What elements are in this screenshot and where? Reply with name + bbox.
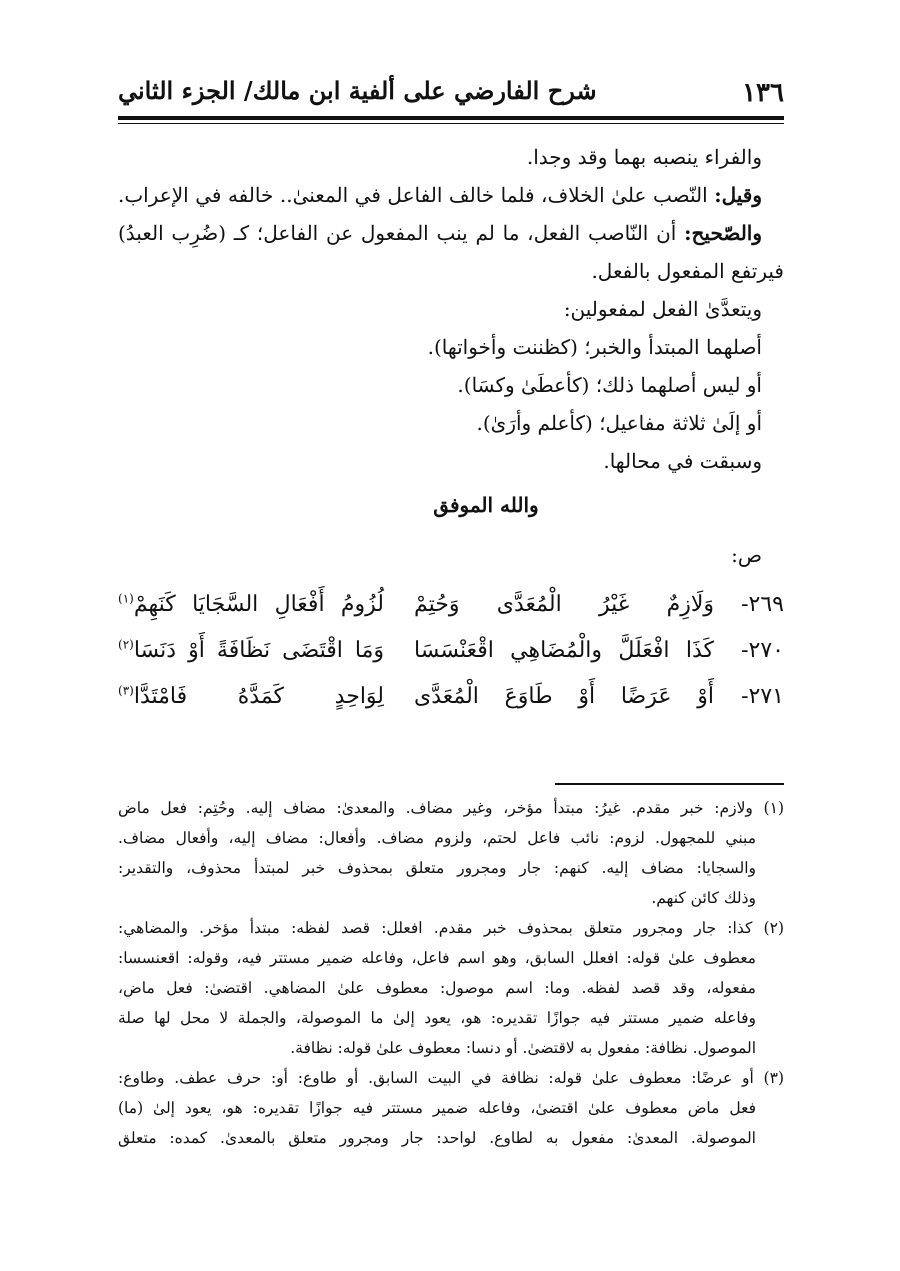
text-line [118,176,784,214]
verse-text: لُزُومُ أَفْعَالِ السَّجَايَا كَنَهِمْ [133,592,384,617]
text-line: وسبقت في محالها. [603,449,762,473]
footnotes [118,793,784,1153]
page-header [118,70,784,114]
verse-line [118,628,784,674]
verse-line [118,582,784,628]
verse-text: وَمَا اقْتَضَى نَظَافَةً أَوْ دَنَسَا [133,638,384,663]
footnote-line: (١) ولازم: خبر مقدم. غيرُ: مبتدأ مؤخر، وغير مضاف. والمعدىٰ: مضاف إليه. وحُتِم: فعل ماض [118,799,784,817]
verse-second-half [118,628,384,674]
main-text [118,138,784,720]
footnote-line: (٢) كذا: جار ومجرور متعلق بمحذوف خبر مقدم. افعلل: قصد لفظه: مبتدأ مؤخر. والمضاهي: [118,919,784,937]
verse-text: لِوَاحِدٍ كَمَدَّهُ فَامْتَدَّا [133,684,384,709]
text-line: أو ليس أصلهما ذلك؛ (كأعطَىٰ وكسَا). [457,373,762,397]
header-rule-thin [118,123,784,124]
term-bold: وقيل: [714,183,762,207]
text-line [118,214,784,252]
section-heading: والله الموفق [433,493,539,517]
verse-number: ٢٧١- [741,684,784,709]
footnote-ref: (٢) [118,637,134,652]
footnote-ref: (٣) [118,683,134,698]
footnote-line: والسجايا: مضاف إليه. كنهم: جار ومجرور متعلق بمحذوف خبر لمبتدأ محذوف، والتقدير: [118,859,756,877]
text-line: ويتعدَّىٰ الفعل لمفعولين: [563,297,762,321]
footnote-line: مفعوله، وقد قصد لفظه. وما: اسم موصول: معطوف علىٰ المضاهي. اقتضىٰ: فعل ماض، [118,979,756,997]
footnote-line: وذلك كائن كنهم. [651,889,756,907]
verse-first-half: وَلَازِمٌ غَيْرُ الْمُعَدَّى وَحُتِمْ [414,592,714,617]
text-line: ص: [731,543,762,567]
verse-second-half [118,674,384,720]
text-line: أو إلَىٰ ثلاثة مفاعيل؛ (كأعلم وأرَىٰ). [476,411,762,435]
term-bold: والصّحيح: [684,221,762,245]
footnote-line: فعل ماض معطوف علىٰ اقتضىٰ، وفاعله ضمير مستتر فيه جوازًا تقديره: هو، يعود إلىٰ (ما) [118,1099,756,1117]
footnote-separator [555,783,784,785]
header-rule-thick [118,116,784,120]
footnote-line: مبني للمجهول. لزوم: نائب فاعل لحتم، ولزوم مضاف. وأفعال: مضاف إليه، وأفعال مضاف. [118,829,756,847]
text-span: أن النّاصب الفعل، ما لم ينب المفعول عن الفاعل؛ كـ (ضُرِب العبدُ) [118,221,685,245]
poem-block [118,582,784,720]
page-number: ١٣٦ [742,78,784,108]
text-line: فيرتفع المفعول بالفعل. [591,259,784,283]
footnote-line: الموصولة. المعدىٰ: مفعول به لطاوع. لواحد: جار ومجرور متعلق بالمعدىٰ. كمده: متعلق [118,1129,756,1147]
footnote-line: معطوف علىٰ قوله: افعلل السابق، وهو اسم فاعل، وفاعله ضمير مستتر فيه، وقوله: اقعنسسا: [118,949,756,967]
verse-number: ٢٦٩- [741,592,784,617]
footnote-line: (٣) أو عرضًا: معطوف علىٰ قوله: نظافة في البيت السابق. أو طاوع: أو: حرف عطف. وطاوع: [118,1069,784,1087]
verse-first-half: أَوْ عَرَضًا أَوْ طَاوَعَ الْمُعَدَّى [414,684,714,709]
verse-first-half: كَذَا افْعَلَلَّ والْمُضَاهِي اقْعَنْسَسَا [414,638,714,663]
verse-line [118,674,784,720]
running-title: شرح الفارضي على ألفية ابن مالك/ الجزء الثاني [118,76,597,105]
verse-second-half [118,582,384,628]
footnote-ref: (١) [118,591,134,606]
footnote-line: الموصول. نظافة: مفعول به لاقتضىٰ. أو دنسا: معطوف علىٰ قوله: نظافة. [290,1039,756,1057]
verse-number: ٢٧٠- [741,638,784,663]
text-span: النّصب علىٰ الخلاف، فلما خالف الفاعل في المعنىٰ.. خالفه في الإعراب. [118,183,715,207]
footnote-line: وفاعله ضمير مستتر فيه جوازًا تقديره: هو، يعود إلىٰ ما الموصولة، والجملة لا محل لها صلة [118,1009,756,1027]
text-line: أصلهما المبتدأ والخبر؛ (كظننت وأخواتها). [427,335,762,359]
text-line: والفراء ينصبه بهما وقد وجدا. [526,145,762,169]
